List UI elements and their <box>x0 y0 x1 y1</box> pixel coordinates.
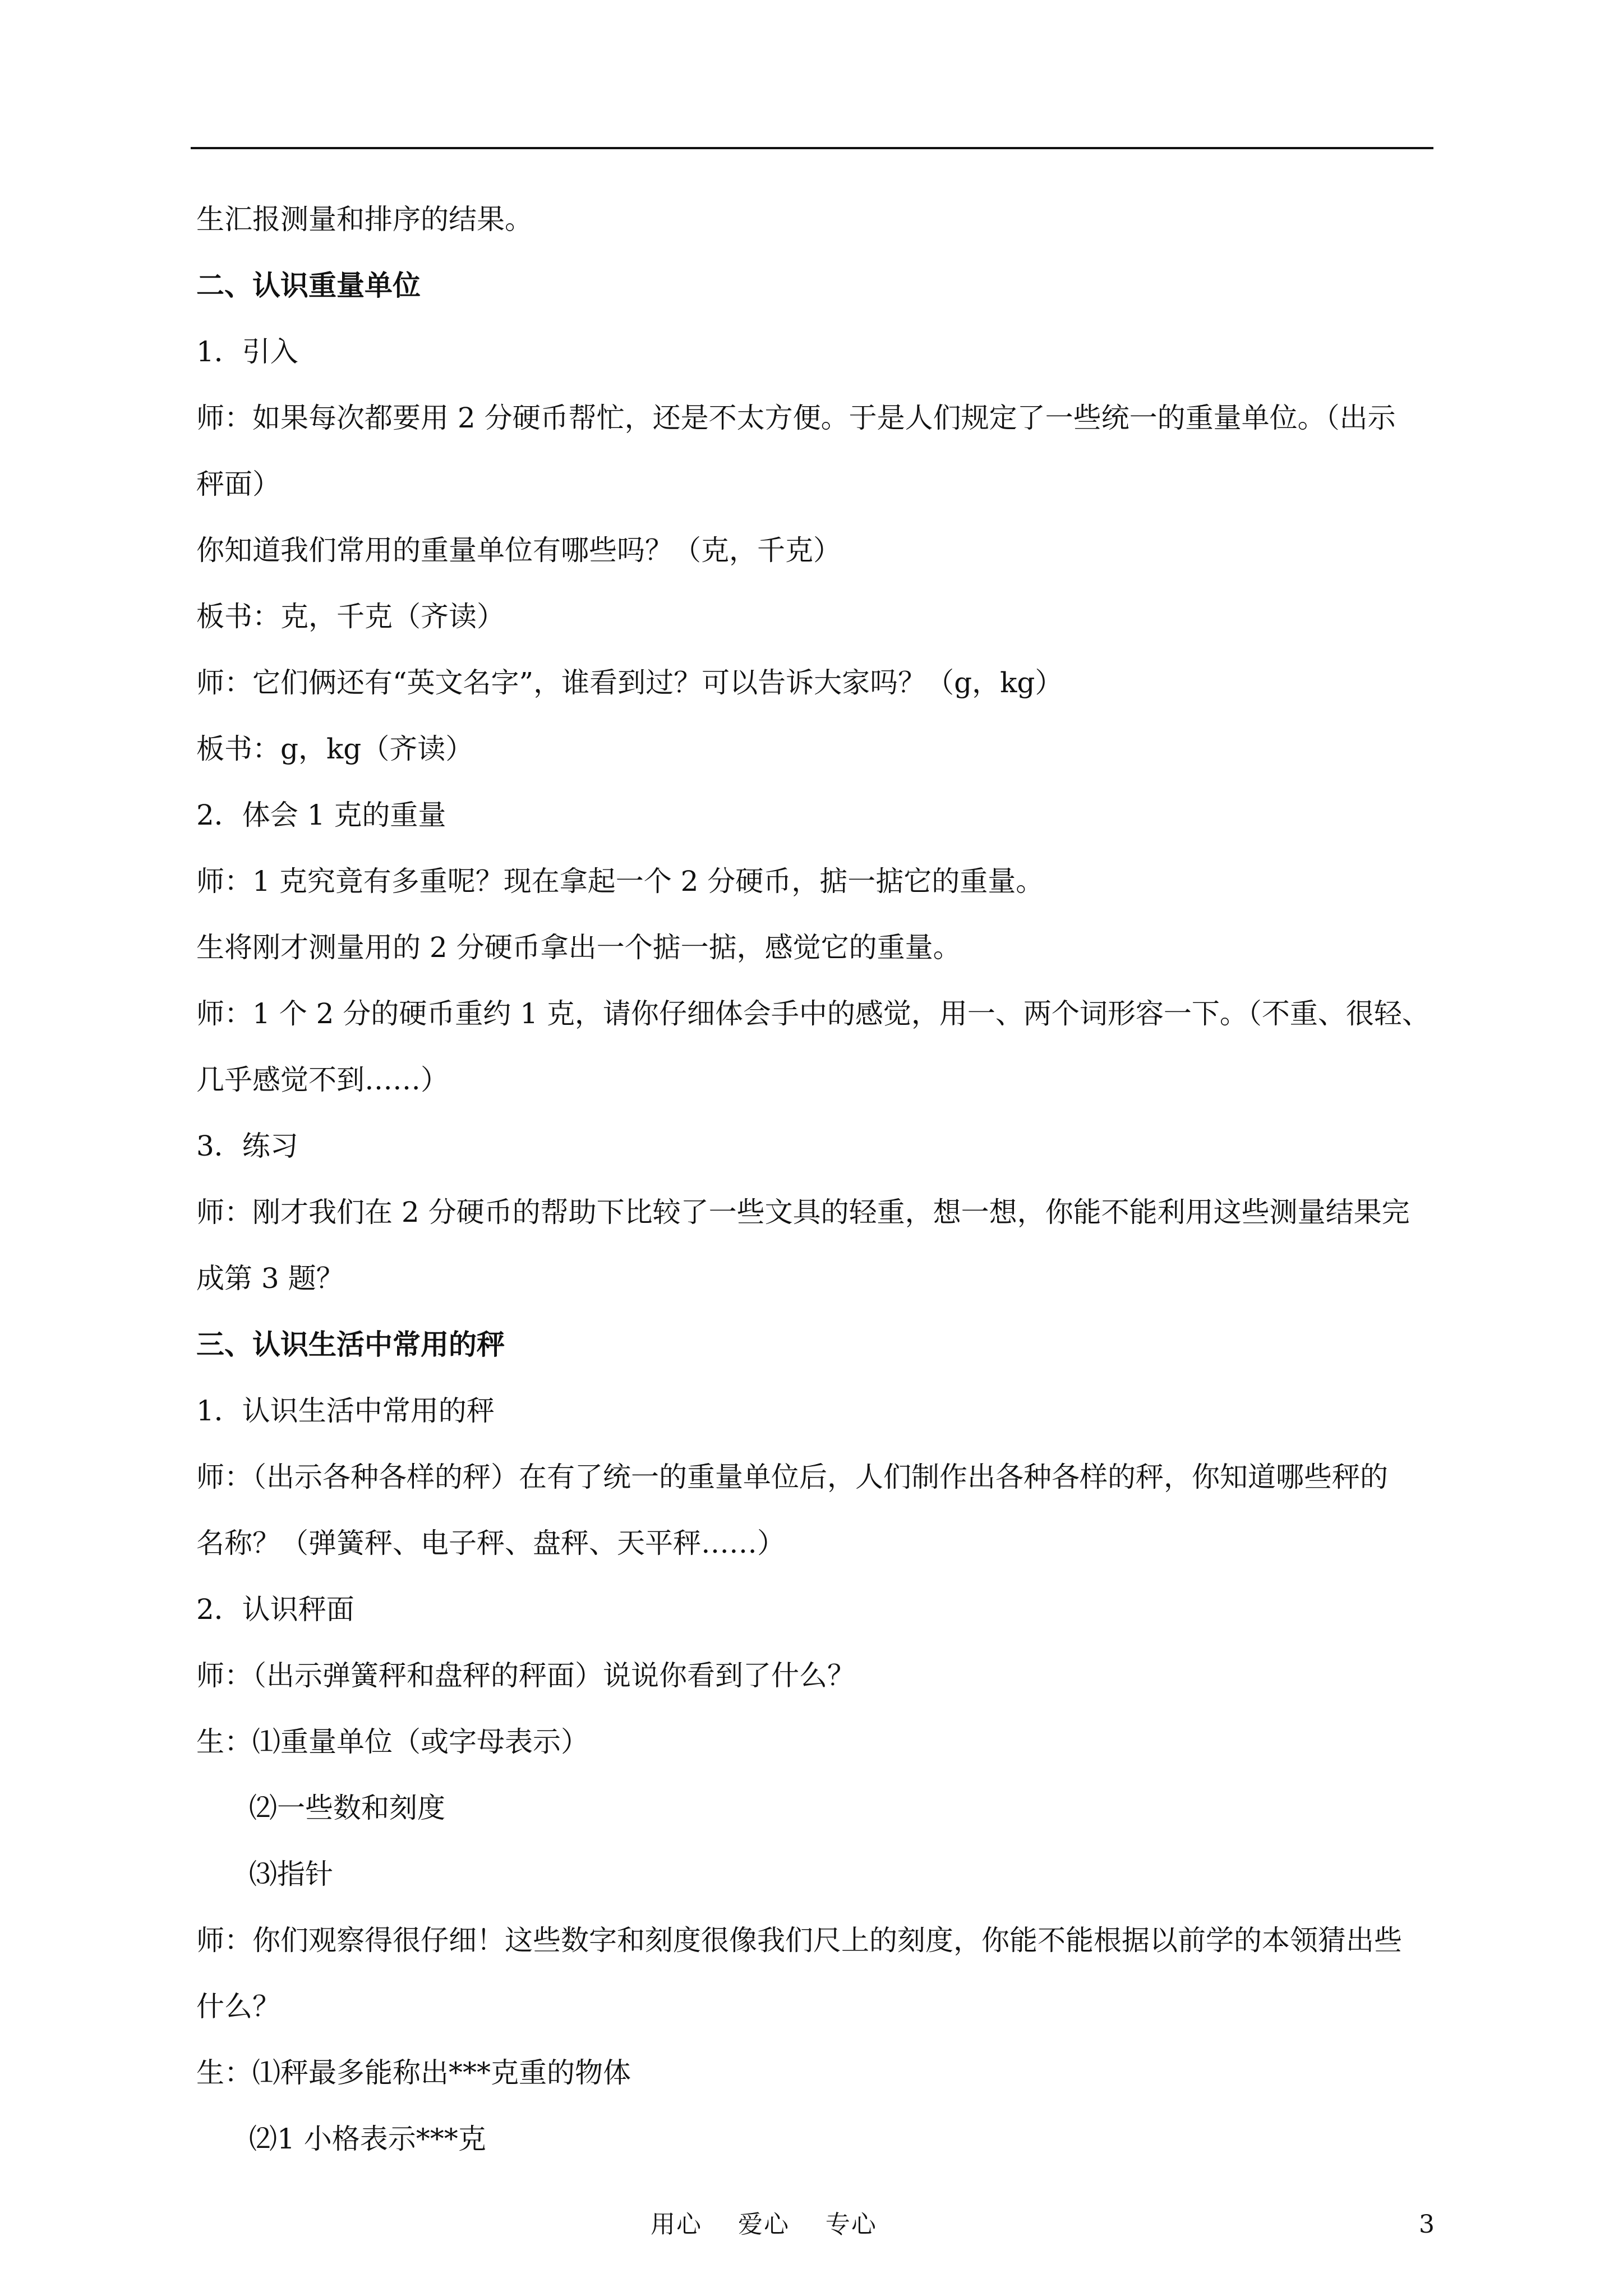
paragraph-line: 师：它们俩还有“英文名字”，谁看到过？可以告诉大家吗？（g，kg） <box>196 666 1063 699</box>
paragraph-line: 成第 3 题？ <box>196 1262 344 1295</box>
paragraph-line: ⑵一些数和刻度 <box>249 1792 445 1824</box>
paragraph-line: 板书：克，千克（齐读） <box>196 600 505 633</box>
paragraph-line: 师：（出示各种各样的秤）在有了统一的重量单位后，人们制作出各种各样的秤，你知道哪些秤的 <box>196 1461 1388 1493</box>
paragraph-line: 生将刚才测量用的 2 分硬币拿出一个掂一掂，感觉它的重量。 <box>196 931 961 964</box>
paragraph-line: 生：⑴重量单位（或字母表示） <box>196 1726 589 1758</box>
footer-motto: 用心 爱心 专心 <box>651 2210 877 2239</box>
paragraph-line: 师：你们观察得很仔细！这些数字和刻度很像我们尺上的刻度，你能不能根据以前学的本领猜出些 <box>196 1924 1402 1957</box>
header-rule <box>191 147 1433 149</box>
paragraph-line: 师：如果每次都要用 2 分硬币帮忙，还是不太方便。于是人们规定了一些统一的重量单位。（出示 <box>196 402 1396 434</box>
paragraph-line: 师：1 克究竟有多重呢？现在拿起一个 2 分硬币，掂一掂它的重量。 <box>196 865 1044 898</box>
paragraph-line: 名称？（弹簧秤、电子秤、盘秤、天平秤……） <box>196 1527 785 1559</box>
section-heading: 三、认识生活中常用的秤 <box>196 1328 505 1361</box>
paragraph-line: 师：刚才我们在 2 分硬币的帮助下比较了一些文具的轻重，想一想，你能不能利用这些测量结果完 <box>196 1196 1410 1228</box>
paragraph-line: 生：⑴秤最多能称出***克重的物体 <box>196 2056 631 2089</box>
section-heading: 二、认识重量单位 <box>196 269 421 302</box>
paragraph-line: 师：1 个 2 分的硬币重约 1 克，请你仔细体会手中的感觉，用一、两个词形容一下。（不重、很轻、 <box>196 997 1430 1030</box>
document-body <box>196 202 1436 2156</box>
paragraph-line: ⑶指针 <box>249 1858 333 1890</box>
paragraph-line: 秤面） <box>196 468 280 500</box>
paragraph-line: 几乎感觉不到……） <box>196 1064 449 1096</box>
paragraph-line: 什么？ <box>196 1990 280 2023</box>
paragraph-line: 板书：g，kg（齐读） <box>196 733 474 765</box>
paragraph-line: 师：（出示弹簧秤和盘秤的秤面）说说你看到了什么？ <box>196 1659 855 1692</box>
subsection-heading: 2．认识秤面 <box>196 1593 354 1626</box>
subsection-heading: 3．练习 <box>196 1130 298 1162</box>
subsection-heading: 2．体会 1 克的重量 <box>196 799 446 831</box>
page-number: 3 <box>1419 2210 1435 2239</box>
paragraph-line: 你知道我们常用的重量单位有哪些吗？（克，千克） <box>196 534 841 567</box>
paragraph-line: ⑵1 小格表示***克 <box>249 2123 486 2155</box>
subsection-heading: 1．引入 <box>196 335 298 368</box>
paragraph-line: 生汇报测量和排序的结果。 <box>196 203 533 236</box>
subsection-heading: 1．认识生活中常用的秤 <box>196 1395 495 1427</box>
